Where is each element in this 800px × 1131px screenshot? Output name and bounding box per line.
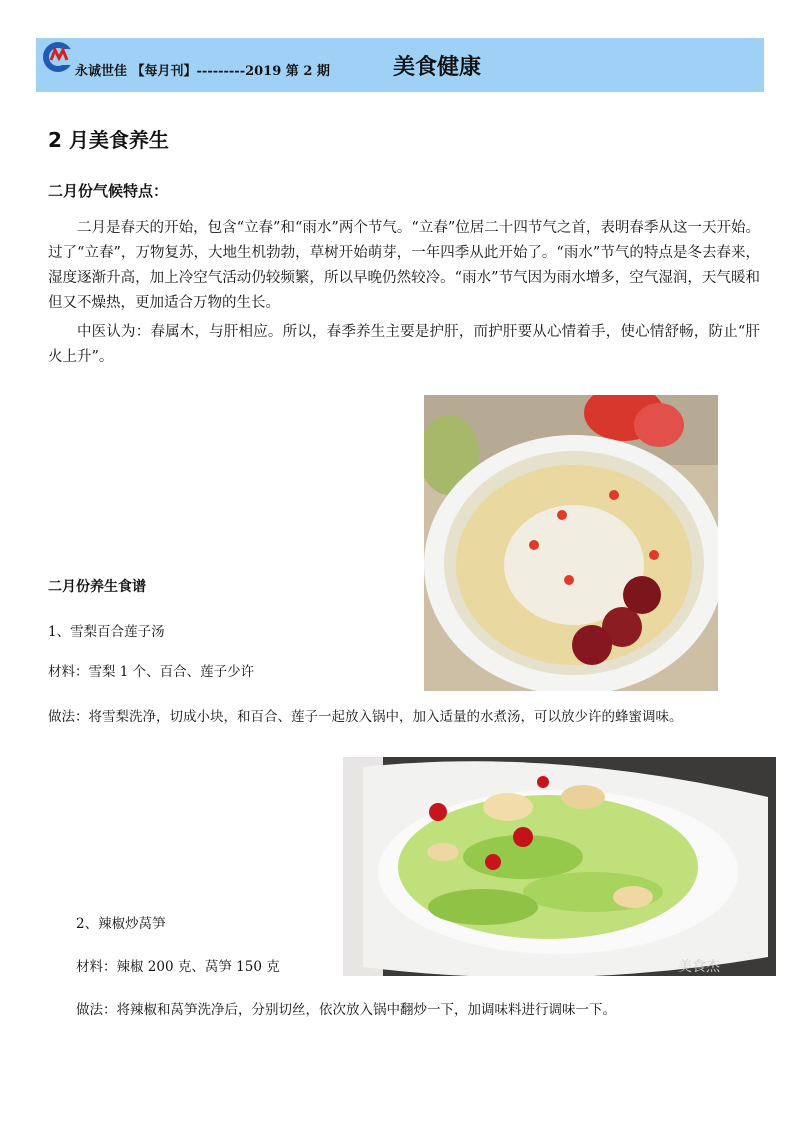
company-logo [41,40,75,74]
climate-heading: 二月份气候特点： [48,182,169,200]
chili-lettuce-photo [343,757,776,976]
climate-paragraph-2: 中医认为：春属木，与肝相应。所以，春季养生主要是护肝，而护肝要从心情着手，使心情舒畅，防止“肝火上升”。 [48,324,760,365]
pear-lily-soup-photo [424,395,718,691]
recipe-2-method: 做法：将辣椒和莴笋洗净后，分别切丝，依次放入锅中翻炒一下，加调味料进行调味一下。 [76,1002,616,1018]
recipe-2-materials: 材料：辣椒 200 克、莴笋 150 克 [76,959,280,975]
page-title: 2 月美食养生 [48,128,169,152]
recipes-heading: 二月份养生食谱 [48,579,146,595]
recipe-1-name: 1、雪梨百合莲子汤 [48,624,165,640]
header-title: 美食健康 [393,55,482,80]
photo-watermark: 美食杰 [678,959,720,975]
recipe-2-name: 2、辣椒炒莴笋 [76,916,166,932]
climate-paragraph-1: 二月是春天的开始，包含“立春”和“雨水”两个节气。“立春”位居二十四节气之首，表明春季从这一天开始。过了“立春”，万物复苏，大地生机勃勃，草树开始萌芽，一年四季从此开始了。“雨水”节气的特点是冬去春来，湿度逐渐升高，加上冷空气活动仍较频繁，所以早晚仍然较冷。“雨水”节气因为雨水增多，空气湿润，天气暖和但又不燥热，更加适合万物的生长。 [48,220,760,311]
recipe-1-materials: 材料：雪梨 1 个、百合、莲子少许 [48,664,255,680]
recipe-1-method: 做法：将雪梨洗净，切成小块，和百合、莲子一起放入锅中，加入适量的水煮汤，可以放少许的蜂蜜调味。 [48,709,683,725]
issue-subtitle: 永诚世佳 【每月刊】---------2019 第 2 期 [75,64,330,79]
